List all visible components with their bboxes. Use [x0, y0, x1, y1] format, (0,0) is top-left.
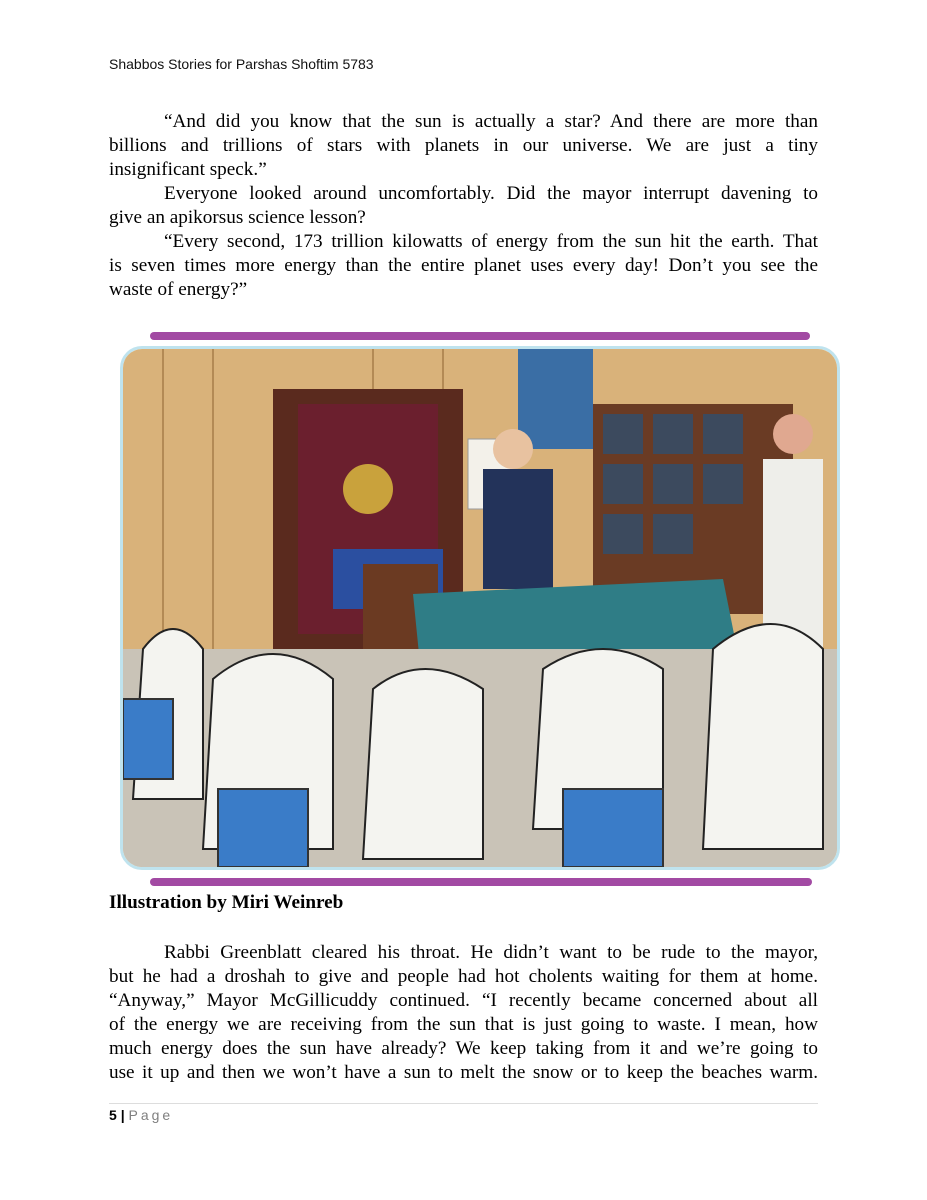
bottom-text: [109, 941, 818, 1085]
page-header: Shabbos Stories for Parshas Shoftim 5783: [109, 56, 374, 72]
text-line: give an apikorsus science lesson?: [109, 207, 366, 228]
footer-separator: |: [120, 1107, 125, 1123]
text-line: “Every second, 173 trillion kilowatts of energy from the sun hit the earth. That: [164, 231, 818, 252]
footer-divider: [109, 1103, 818, 1104]
page-footer: [109, 1107, 173, 1123]
text-line: Everyone looked around uncomfortably. Did the mayor interrupt davening to: [164, 183, 818, 204]
text-line: “Anyway,” Mayor McGillicuddy continued. “I recently became concerned about all: [109, 990, 818, 1011]
top-text: [109, 110, 818, 302]
text-line: insignificant speck.”: [109, 159, 267, 180]
text-line: Rabbi Greenblatt cleared his throat. He didn’t want to be rude to the mayor,: [164, 942, 818, 963]
page-number: 5: [109, 1107, 117, 1123]
text-line: but he had a droshah to give and people had hot cholents waiting for them at home.: [109, 966, 818, 987]
text-line: “And did you know that the sun is actually a star? And there are more than: [164, 111, 818, 132]
frame-bar-top: [150, 332, 810, 340]
synagogue-scene-illustration: [123, 349, 837, 867]
text-line: billions and trillions of stars with planets in our universe. We are just a tiny: [109, 135, 818, 156]
text-line: much energy does the sun have already? We keep taking from it and we’re going to: [109, 1038, 818, 1059]
illustration: [120, 346, 840, 870]
page-label: Page: [128, 1107, 174, 1123]
text-line: is seven times more energy than the entire planet uses every day! Don’t you see the: [109, 255, 818, 276]
frame-bar-bottom: [150, 878, 812, 886]
text-line: use it up and then we won’t have a sun to melt the snow or to keep the beaches warm.: [109, 1062, 818, 1083]
text-line: waste of energy?”: [109, 279, 248, 300]
text-line: of the energy we are receiving from the sun that is just going to waste. I mean, how: [109, 1014, 818, 1035]
illustration-caption: Illustration by Miri Weinreb: [109, 892, 344, 913]
